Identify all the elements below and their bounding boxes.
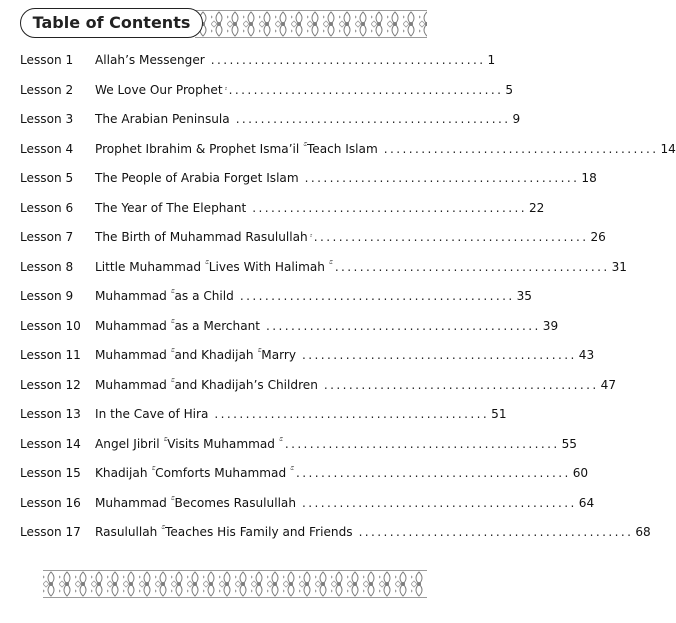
bottom-ornamental-border — [43, 570, 427, 598]
dot-leader: ............................................ — [334, 259, 610, 274]
lesson-title: Prophet Ibrahim & Prophet Isma’il ۚ Teach Islam — [95, 141, 378, 156]
dot-leader: ............................................ — [295, 466, 571, 480]
dot-leader: ............................................ — [252, 200, 527, 215]
toc-row — [20, 436, 577, 467]
lesson-title: Muhammad ۚ as a Child — [95, 289, 234, 303]
page-number: 55 — [561, 436, 577, 451]
toc-row — [20, 318, 559, 349]
dot-leader: ............................................ — [214, 407, 490, 421]
dot-leader: ............................................ — [266, 318, 541, 333]
lesson-number: Lesson 16 — [20, 495, 81, 510]
lesson-number: Lesson 11 — [20, 348, 81, 362]
dot-leader: ............................................ — [358, 525, 634, 539]
dot-leader: ............................................ — [302, 495, 577, 510]
lesson-number: Lesson 6 — [20, 200, 74, 215]
lesson-title: In the Cave of Hira — [95, 407, 209, 421]
title-pill — [20, 8, 203, 38]
lesson-number: Lesson 17 — [20, 525, 81, 539]
ornament-pattern-bottom — [43, 570, 427, 598]
toc-row — [20, 466, 589, 496]
lesson-title: Muhammad ۚ and Khadijah ۚ Marry — [95, 348, 297, 362]
page-number: 35 — [516, 289, 532, 303]
toc-row — [20, 53, 496, 83]
lesson-number: Lesson 5 — [20, 171, 74, 185]
page-number: 39 — [542, 318, 559, 333]
toc-row — [20, 82, 514, 113]
lesson-title: Muhammad ۚ as a Merchant — [95, 318, 261, 333]
toc-row — [20, 259, 627, 290]
lesson-title: The People of Arabia Forget Islam — [95, 171, 299, 185]
lesson-number: Lesson 13 — [20, 407, 81, 421]
dot-leader: ............................................ — [228, 82, 504, 97]
lesson-number: Lesson 3 — [20, 112, 74, 126]
page-number: 9 — [512, 112, 521, 126]
dot-leader: ............................................ — [313, 230, 589, 244]
toc-row — [20, 495, 595, 526]
lesson-number: Lesson 7 — [20, 230, 74, 244]
toc-row — [20, 289, 532, 319]
lesson-title: The Birth of Muhammad Rasulullah — [95, 230, 308, 244]
lesson-title: Little Muhammad ۚ Lives With Halimah ۚ — [95, 259, 329, 274]
lesson-title: The Arabian Peninsula — [95, 112, 230, 126]
lesson-title: Muhammad ۚ Becomes Rasulullah — [95, 495, 296, 510]
page-number: 5 — [505, 82, 514, 97]
page-number: 51 — [491, 407, 507, 421]
lesson-number: Lesson 8 — [20, 259, 74, 274]
toc-row — [20, 112, 521, 142]
toc-row — [20, 348, 595, 378]
dot-leader: ............................................ — [304, 171, 580, 185]
lesson-number: Lesson 1 — [20, 53, 74, 67]
dot-leader: ............................................ — [239, 289, 515, 303]
page-number: 1 — [487, 53, 496, 67]
lesson-title: Muhammad ۚ and Khadijah’s Children — [95, 377, 318, 392]
page-number: 26 — [590, 230, 606, 244]
top-ornamental-border — [195, 10, 427, 38]
toc-row — [20, 200, 545, 231]
lesson-title: Allah’s Messenger — [95, 53, 205, 67]
page-number: 14 — [660, 141, 676, 156]
lesson-title: Khadijah ۚ Comforts Muhammad ۚ — [95, 466, 290, 480]
toc-row — [20, 525, 651, 555]
lesson-number: Lesson 4 — [20, 141, 74, 156]
page-number: 68 — [635, 525, 651, 539]
toc-list — [20, 53, 676, 555]
dot-leader: ............................................ — [284, 436, 560, 451]
lesson-number: Lesson 12 — [20, 377, 81, 392]
page-number: 43 — [578, 348, 595, 362]
page-number: 60 — [572, 466, 589, 480]
lesson-number: Lesson 15 — [20, 466, 81, 480]
lesson-title: Angel Jibril ۚ Visits Muhammad ۚ — [95, 436, 279, 451]
lesson-number: Lesson 14 — [20, 436, 81, 451]
page-number: 47 — [600, 377, 617, 392]
page-title: Table of Contents — [32, 13, 191, 32]
dot-leader: ............................................ — [323, 377, 599, 392]
lesson-title: Rasulullah ۚ Teaches His Family and Friends — [95, 525, 353, 539]
lesson-number: Lesson 9 — [20, 289, 74, 303]
page-number: 18 — [581, 171, 597, 185]
dot-leader: ............................................ — [302, 348, 577, 362]
toc-row — [20, 141, 676, 172]
toc-row — [20, 377, 617, 408]
dot-leader: ............................................ — [383, 141, 659, 156]
toc-row — [20, 407, 507, 437]
lesson-number: Lesson 2 — [20, 82, 74, 97]
lesson-title: The Year of The Elephant — [95, 200, 247, 215]
lesson-number: Lesson 10 — [20, 318, 81, 333]
dot-leader: ............................................ — [235, 112, 511, 126]
page-number: 31 — [611, 259, 627, 274]
page-number: 64 — [578, 495, 595, 510]
lesson-title: We Love Our Prophet — [95, 82, 223, 97]
ornament-pattern-top — [195, 10, 427, 38]
page-number: 22 — [528, 200, 545, 215]
toc-row — [20, 171, 597, 201]
dot-leader: ............................................ — [210, 53, 486, 67]
toc-row — [20, 230, 606, 260]
